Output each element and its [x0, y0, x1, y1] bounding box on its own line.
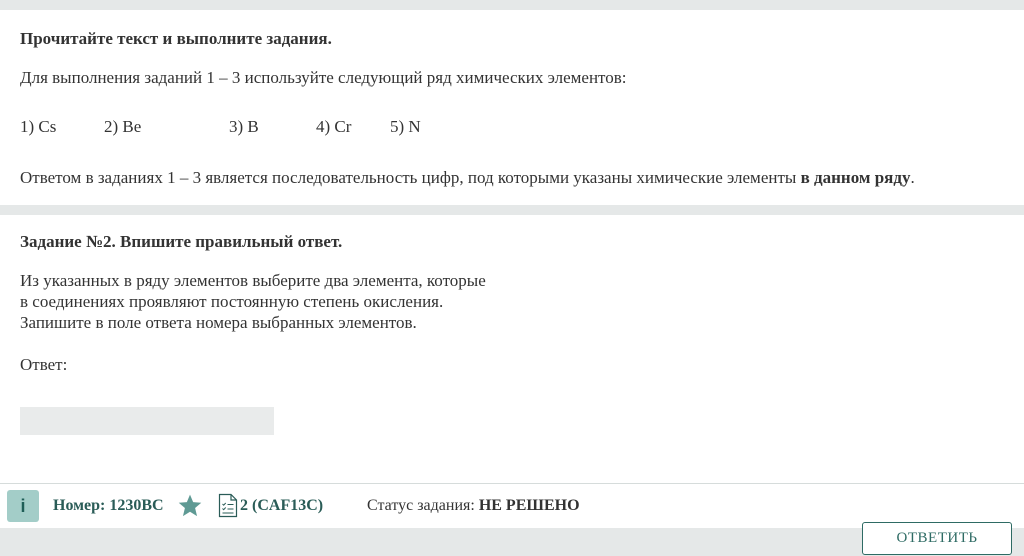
- answer-input[interactable]: [20, 407, 274, 435]
- task-code: 2 (CAF13C): [240, 497, 324, 514]
- answer-note-text: Ответом в заданиях 1 – 3 является последовательность цифр, под которыми указаны химические элементы: [20, 168, 801, 187]
- element-item: 4) Cr: [316, 117, 352, 136]
- answer-note-end: .: [910, 168, 915, 187]
- document-icon: [218, 493, 238, 518]
- status-value: НЕ РЕШЕНО: [478, 497, 580, 514]
- answer-note: [20, 167, 915, 188]
- task-card: [0, 215, 1024, 483]
- intro-card: [0, 10, 1024, 205]
- intro-heading: Прочитайте текст и выполните задания.: [20, 29, 332, 48]
- answer-note-bold: в данном ряду: [800, 168, 911, 187]
- task-text-line: Из указанных в ряду элементов выберите два элемента, которые: [20, 271, 486, 290]
- info-button[interactable]: [7, 490, 39, 522]
- submit-answer-button[interactable]: ОТВЕТИТЬ: [862, 522, 1012, 555]
- element-item: 2) Be: [104, 117, 142, 136]
- info-icon: i: [20, 495, 26, 516]
- task-text-line: в соединениях проявляют постоянную степень окисления.: [20, 292, 444, 311]
- element-list: [20, 117, 620, 139]
- status-label: Статус задания:: [367, 497, 475, 514]
- task-heading: Задание №2. Впишите правильный ответ.: [20, 232, 343, 251]
- element-item: 3) B: [229, 117, 259, 136]
- task-status: [367, 497, 580, 515]
- intro-instruction: Для выполнения заданий 1 – 3 используйте следующий ряд химических элементов:: [20, 68, 627, 87]
- task-text-line: Запишите в поле ответа номера выбранных элементов.: [20, 313, 417, 332]
- answer-label: Ответ:: [20, 355, 68, 374]
- task-number: Номер: 1230BC: [53, 497, 164, 514]
- star-icon[interactable]: [176, 493, 204, 519]
- element-item: 5) N: [390, 117, 421, 136]
- element-item: 1) Cs: [20, 117, 57, 136]
